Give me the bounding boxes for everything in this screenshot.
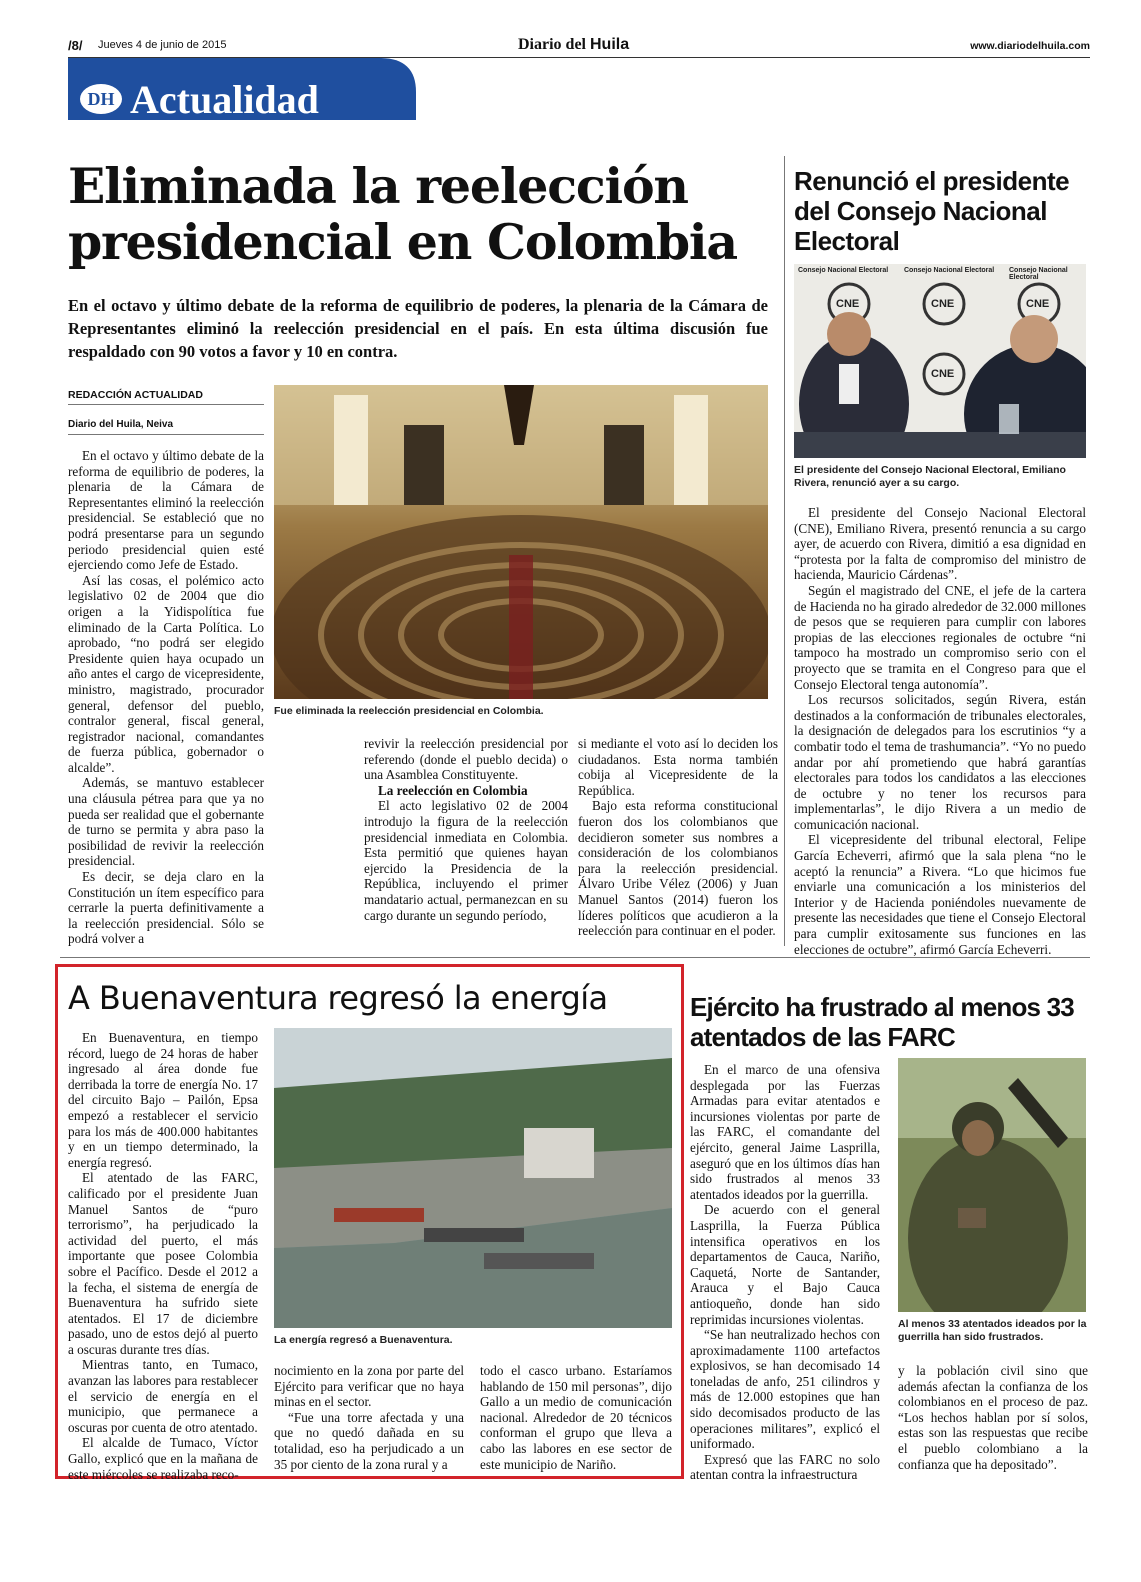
newspaper-name-bold: Huila bbox=[590, 36, 630, 53]
cne-headline: Renunció el presidente del Consejo Nacional Electoral bbox=[794, 166, 1070, 256]
masthead bbox=[68, 36, 1090, 56]
main-headline: Eliminada la reelección presidencial en Colombia bbox=[68, 157, 737, 271]
buenaventura-col-3: todo el casco urbano. Estaríamos hablando de 150 mil personas”, dijo Gallo a un medio de comunicación nacional. Alrededor de 20 técnicos conforman el grupo que lleva a cabo las labores en ese sector de este municipio de Nariño. bbox=[480, 1363, 672, 1472]
congress-photo-caption: Fue eliminada la reelección presidencial en Colombia. bbox=[274, 705, 544, 717]
dateline-rule bbox=[68, 434, 264, 435]
main-col-2: revivir la reelección presidencial por referendo (donde el pueblo decida) o una Asamblea Constituyente. La reelección en Colombia El acto legislativo 02 de 2004 introdujo la figura de la reelección presidencial inmediata en Colombia. Esta permitió que quienes hayan ejercido la Presidencia de la República, incluyendo el primer mandatario actual, permanezcan en su cargo durante un segundo período, bbox=[364, 736, 568, 923]
page-number: /8/ bbox=[68, 38, 83, 53]
cne-logo-2: CNE bbox=[931, 298, 955, 310]
cne-photo bbox=[794, 264, 1086, 458]
soldier-photo bbox=[898, 1058, 1086, 1312]
dateline: Diario del Huila, Neiva bbox=[68, 419, 174, 430]
byline-rule bbox=[68, 404, 264, 405]
cne-logo-3: CNE bbox=[1026, 298, 1050, 310]
buenaventura-photo bbox=[274, 1028, 672, 1328]
byline: REDACCIÓN ACTUALIDAD bbox=[68, 389, 203, 401]
cne-backdrop-text-2: Consejo Nacional Electoral bbox=[904, 267, 995, 274]
buenaventura-col-2: nocimiento en la zona por parte del Ejército para verificar que no haya minas en el sector. “Fue una torre afectada y una que no quedó dañada en su totalidad, eso ha perjudicado a un 35 por ciento de la zona rural y a bbox=[274, 1363, 464, 1472]
farc-headline: Ejército ha frustrado al menos 33 atentados de las FARC bbox=[690, 992, 1074, 1052]
cne-backdrop-text-3: Consejo Nacional Electoral bbox=[1009, 267, 1068, 281]
cne-backdrop-text-1: Consejo Nacional Electoral bbox=[798, 267, 889, 274]
section-label: Actualidad bbox=[130, 77, 319, 122]
soldier-photo-caption: Al menos 33 atentados ideados por la guerrilla han sido frustrados. bbox=[898, 1318, 1087, 1343]
section-logo: DH bbox=[80, 84, 122, 114]
page-date: Jueves 4 de junio de 2015 bbox=[98, 39, 227, 51]
buenaventura-headline: A Buenaventura regresó la energía bbox=[68, 979, 608, 1017]
congress-photo bbox=[274, 385, 768, 699]
website-url: www.diariodelhuila.com bbox=[970, 40, 1090, 52]
cne-photo-caption: El presidente del Consejo Nacional Electoral, Emiliano Rivera, renunció ayer a su cargo. bbox=[794, 464, 1066, 489]
cne-body: El presidente del Consejo Nacional Electoral (CNE), Emiliano Rivera, presentó renuncia a su cargo ayer, de acuerdo con Rivera, dimitió a esa dignidad en “protesta por la falta de compromiso del ministro de hacienda, Mauricio Cárdenas”. Según el magistrado del CNE, el jefe de la cartera de Hacienda no ha girado alrededor de 32.000 millones de pesos que se requieren para cumplir con labores propias de las elecciones regionales de octubre “ni tampoco ha mostrado un compromiso serio con el proyecto que se tramita en el Congreso para que el Consejo Electoral tenga autonomía”. Los recursos solicitados, según Rivera, están destinados a la conformación de tribunales electorales, la designación de delegados para los escrutinios “y a combatir todo el tema de trashumancia”. “Yo no puedo andar por ahí prometiendo que habrá garantías electorales para todos los candidatos a las elecciones de octubre y no tener los recursos para implementarlas”, le dijo Rivera a un medio de comunicación nacional. El vicepresidente del tribunal electoral, Felipe García Echeverri, afirmó que la sala plena “no le aceptó la renuncia” a Rivera. “Lo que hicimos fue enviarle una comunicación a los ministerios del Interior y de Hacienda poniéndoles nuevamente de presente las necesidades que tiene el Consejo Electoral para cumplir exitosamente sus funciones en las elecciones de octubre”, afirmó García Echeverri. bbox=[794, 505, 1086, 957]
farc-col-2: y la población civil sino que además afectan la confianza de los colombianos en el proceso de paz. “Los hechos hablan por sí solos, estas son las respuestas que recibe el pueblo colombiano a la confianza que ha depositado”. bbox=[898, 1363, 1088, 1472]
newspaper-name: Diario del Huila bbox=[518, 36, 630, 53]
main-col-1: En el octavo y último debate de la reforma de equilibrio de poderes, la plenaria de la Cámara de Representantes eliminó la reelección presidencial. Se estableció que no podrá presentarse para un segundo periodo presidencial quien esté ejerciendo como Jefe de Estado. Así las cosas, el polémico acto legislativo 02 de 2004 que dio origen a la Yidispolítica fue eliminado de la Carta Política. Lo aprobado, “no podrá ser elegido Presidente quien haya ocupado un año antes el cargo de vicepresidente, ministro, magistrado, procurador general, defensor del pueblo, contralor general, fiscal general, registrador nacional, comandantes de fuerza pública, gobernador o alcalde”. Además, se mantuvo establecer una cláusula pétrea para que ya no pueda ser realidad que el gobernante de turno se permita y abra paso la posibilidad de revivir la reelección presidencial. Es decir, se deja claro en la Constitución un ítem específico para cerrarle la puerta definitivamente a la reelección presidencial. Sólo se podrá volver a bbox=[68, 448, 264, 947]
farc-col-1: En el marco de una ofensiva desplegada por las Fuerzas Armadas para evitar atentados e incursiones violentas por parte de las FARC, el comandante del ejército, general Jaime Lasprilla, aseguró que en los últimos días han sido frustrados al menos 33 atentados ideados por la guerrilla. De acuerdo con el general Lasprilla, la Fuerza Pública intensifica operativos en los departamentos de Cauca, Nariño, Caquetá, Norte de Santander, Arauca y el Bajo Cauca antioqueño, donde han sido reprimidas incursiones violentas. “Se han neutralizado hechos con aproximadamente 1100 artefactos explosivos, se han decomisado 14 toneladas de anfo, 251 cilindros y más de 12.000 estopines que han sido decomisados producto de las operaciones militares”, explicó el uniformado. Expresó que las FARC no solo atentan contra la infraestructura bbox=[690, 1062, 880, 1483]
subhead-reeleccion: La reelección en Colombia bbox=[378, 782, 528, 798]
column-divider bbox=[784, 156, 785, 946]
cne-logo-1: CNE bbox=[836, 298, 860, 310]
cne-logo-4: CNE bbox=[931, 368, 955, 380]
section-divider bbox=[60, 957, 1090, 958]
main-lead: En el octavo y último debate de la reforma de equilibrio de poderes, la plenaria de la Cámara de Representantes eliminó la reelección presidencial en el país. En esta última discusión fue respaldado con 90 votos a favor y 10 en contra. bbox=[68, 296, 768, 361]
section-tab bbox=[68, 58, 416, 120]
buenaventura-photo-caption: La energía regresó a Buenaventura. bbox=[274, 1334, 453, 1346]
main-col-3: si mediante el voto así lo deciden los ciudadanos. Esta norma también cobija al Vicepresidente de la República. Bajo esta reforma constitucional fueron dos los colombianos que decidieron someter sus nombres a consideración de los colombianos para la reelección presidencial. Álvaro Uribe Vélez (2006) y Juan Manuel Santos (2014) fueron los líderes políticos que acudieron a la reelección para continuar en el poder. bbox=[578, 736, 778, 939]
buenaventura-col-1: En Buenaventura, en tiempo récord, luego de 24 horas de haber ingresado al área donde fue derribada la torre de energía No. 17 del circuito Bajo – Pailón, Epsa empezó a restablecer el servicio para los más de 400.000 habitantes y en un tiempo determinado, la energía regresó. El atentado de las FARC, calificado por el presidente Juan Manuel Santos de “puro terrorismo”, ha perjudicado la actividad del puerto, el más importante que posee Colombia sobre el Pacífico. Desde el 2012 a la fecha, el sistema de energía de Buenaventura ha sufrido siete atentados. El 17 de diciembre pasado, uno de estos dejó al puerto a oscuras durante tres días. Mientras tanto, en Tumaco, avanzan las labores para restablecer el servicio de energía en el municipio, que permanece a oscuras por cuenta de otro atentado. El alcalde de Tumaco, Víctor Gallo, explicó que en la mañana de este miércoles se realizaba reco- bbox=[68, 1030, 258, 1482]
